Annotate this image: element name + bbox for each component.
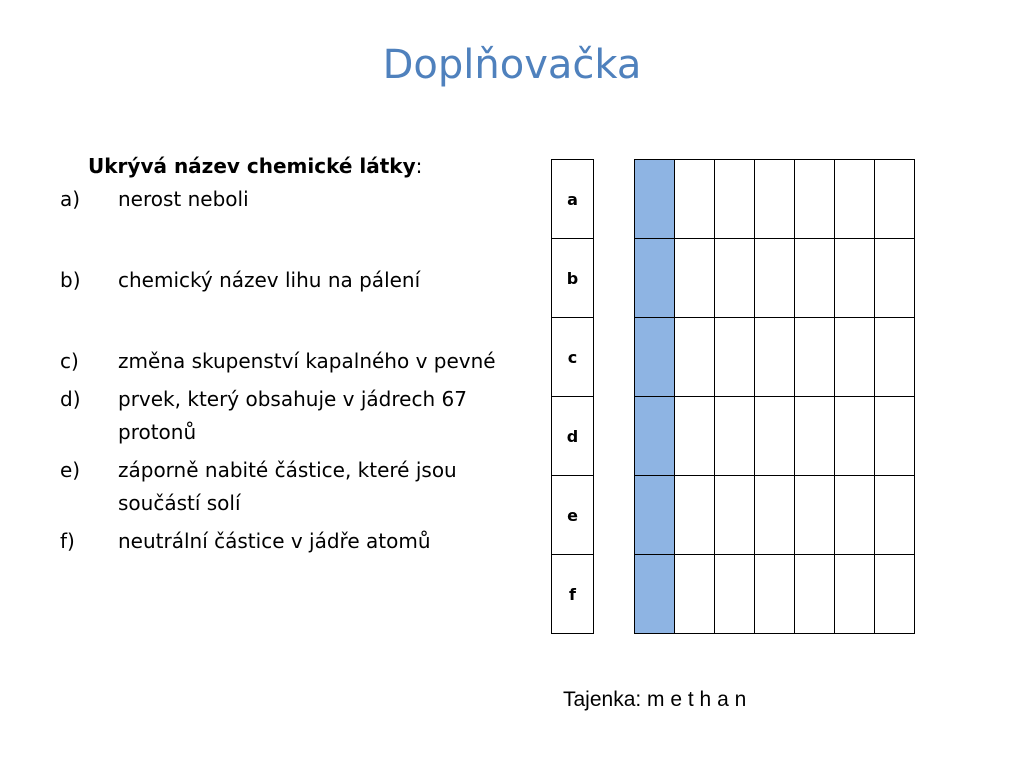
- grid-cell[interactable]: [835, 160, 875, 239]
- grid-cell[interactable]: [835, 397, 875, 476]
- clue-text: změna skupenství kapalného v pevné: [118, 349, 496, 373]
- row-label: c: [552, 318, 594, 397]
- clue-b: [60, 264, 500, 297]
- grid-cell[interactable]: [715, 160, 755, 239]
- grid-cell[interactable]: [875, 397, 915, 476]
- grid-cell-solution[interactable]: [635, 476, 675, 555]
- clue-list: [60, 150, 500, 558]
- crossword-grid: [634, 159, 915, 634]
- clue-text: záporně nabité částice, které jsou součástí solí: [118, 458, 457, 515]
- grid-cell[interactable]: [715, 239, 755, 318]
- grid-cell[interactable]: [795, 476, 835, 555]
- clue-text: neutrální částice v jádře atomů: [118, 529, 431, 553]
- clue-heading-text: Ukrývá název chemické látky: [88, 154, 416, 178]
- grid-cell[interactable]: [675, 239, 715, 318]
- grid-cell-solution[interactable]: [635, 555, 675, 634]
- clue-f: [60, 525, 500, 558]
- tajenka-solution: Tajenka: m e t h a n: [563, 688, 747, 711]
- grid-cell[interactable]: [755, 318, 795, 397]
- grid-cell[interactable]: [875, 476, 915, 555]
- page-title: Doplňovačka: [382, 42, 642, 88]
- grid-cell[interactable]: [675, 476, 715, 555]
- grid-cell[interactable]: [835, 239, 875, 318]
- grid-cell[interactable]: [755, 239, 795, 318]
- grid-row: [635, 476, 915, 555]
- clue-letter: b): [60, 268, 81, 292]
- grid-cell[interactable]: [835, 318, 875, 397]
- grid-row: [635, 160, 915, 239]
- clue-text: chemický název lihu na pálení: [118, 268, 421, 292]
- clue-d: [60, 383, 500, 449]
- grid-cell[interactable]: [795, 160, 835, 239]
- grid-cell[interactable]: [875, 160, 915, 239]
- grid-cell[interactable]: [755, 555, 795, 634]
- grid-cell[interactable]: [875, 555, 915, 634]
- grid-cell[interactable]: [875, 318, 915, 397]
- grid-cell[interactable]: [755, 160, 795, 239]
- grid-cell[interactable]: [675, 160, 715, 239]
- row-label: d: [552, 397, 594, 476]
- clue-letter: a): [60, 187, 81, 211]
- clue-text: nerost neboli: [118, 187, 249, 211]
- grid-cell[interactable]: [675, 397, 715, 476]
- row-label: a: [552, 160, 594, 239]
- grid-cell[interactable]: [715, 555, 755, 634]
- grid-cell[interactable]: [795, 397, 835, 476]
- row-label: b: [552, 239, 594, 318]
- grid-row: [635, 555, 915, 634]
- row-label-column: [551, 159, 594, 634]
- grid-row: [635, 239, 915, 318]
- clue-c: [60, 345, 500, 378]
- grid-cell[interactable]: [755, 476, 795, 555]
- grid-cell[interactable]: [755, 397, 795, 476]
- clue-text: prvek, který obsahuje v jádrech 67 protonů: [118, 387, 467, 444]
- clue-letter: e): [60, 458, 81, 482]
- grid-cell[interactable]: [715, 318, 755, 397]
- clue-letter: d): [60, 387, 81, 411]
- grid-row: [635, 318, 915, 397]
- grid-cell[interactable]: [675, 555, 715, 634]
- grid-row: [635, 397, 915, 476]
- grid-cell[interactable]: [835, 555, 875, 634]
- grid-cell[interactable]: [795, 318, 835, 397]
- row-label: f: [552, 555, 594, 634]
- grid-cell[interactable]: [795, 239, 835, 318]
- row-label: e: [552, 476, 594, 555]
- grid-cell[interactable]: [675, 318, 715, 397]
- grid-cell-solution[interactable]: [635, 239, 675, 318]
- clue-letter: f): [60, 529, 75, 553]
- clue-heading-colon: :: [415, 154, 423, 178]
- grid-cell[interactable]: [795, 555, 835, 634]
- clue-letter: c): [60, 349, 79, 373]
- grid-cell[interactable]: [835, 476, 875, 555]
- grid-cell[interactable]: [715, 397, 755, 476]
- clue-e: [60, 454, 500, 520]
- grid-cell[interactable]: [715, 476, 755, 555]
- grid-cell-solution[interactable]: [635, 397, 675, 476]
- grid-cell-solution[interactable]: [635, 318, 675, 397]
- clue-heading: [88, 150, 500, 183]
- grid-cell[interactable]: [875, 239, 915, 318]
- clue-a: [60, 183, 500, 216]
- grid-cell-solution[interactable]: [635, 160, 675, 239]
